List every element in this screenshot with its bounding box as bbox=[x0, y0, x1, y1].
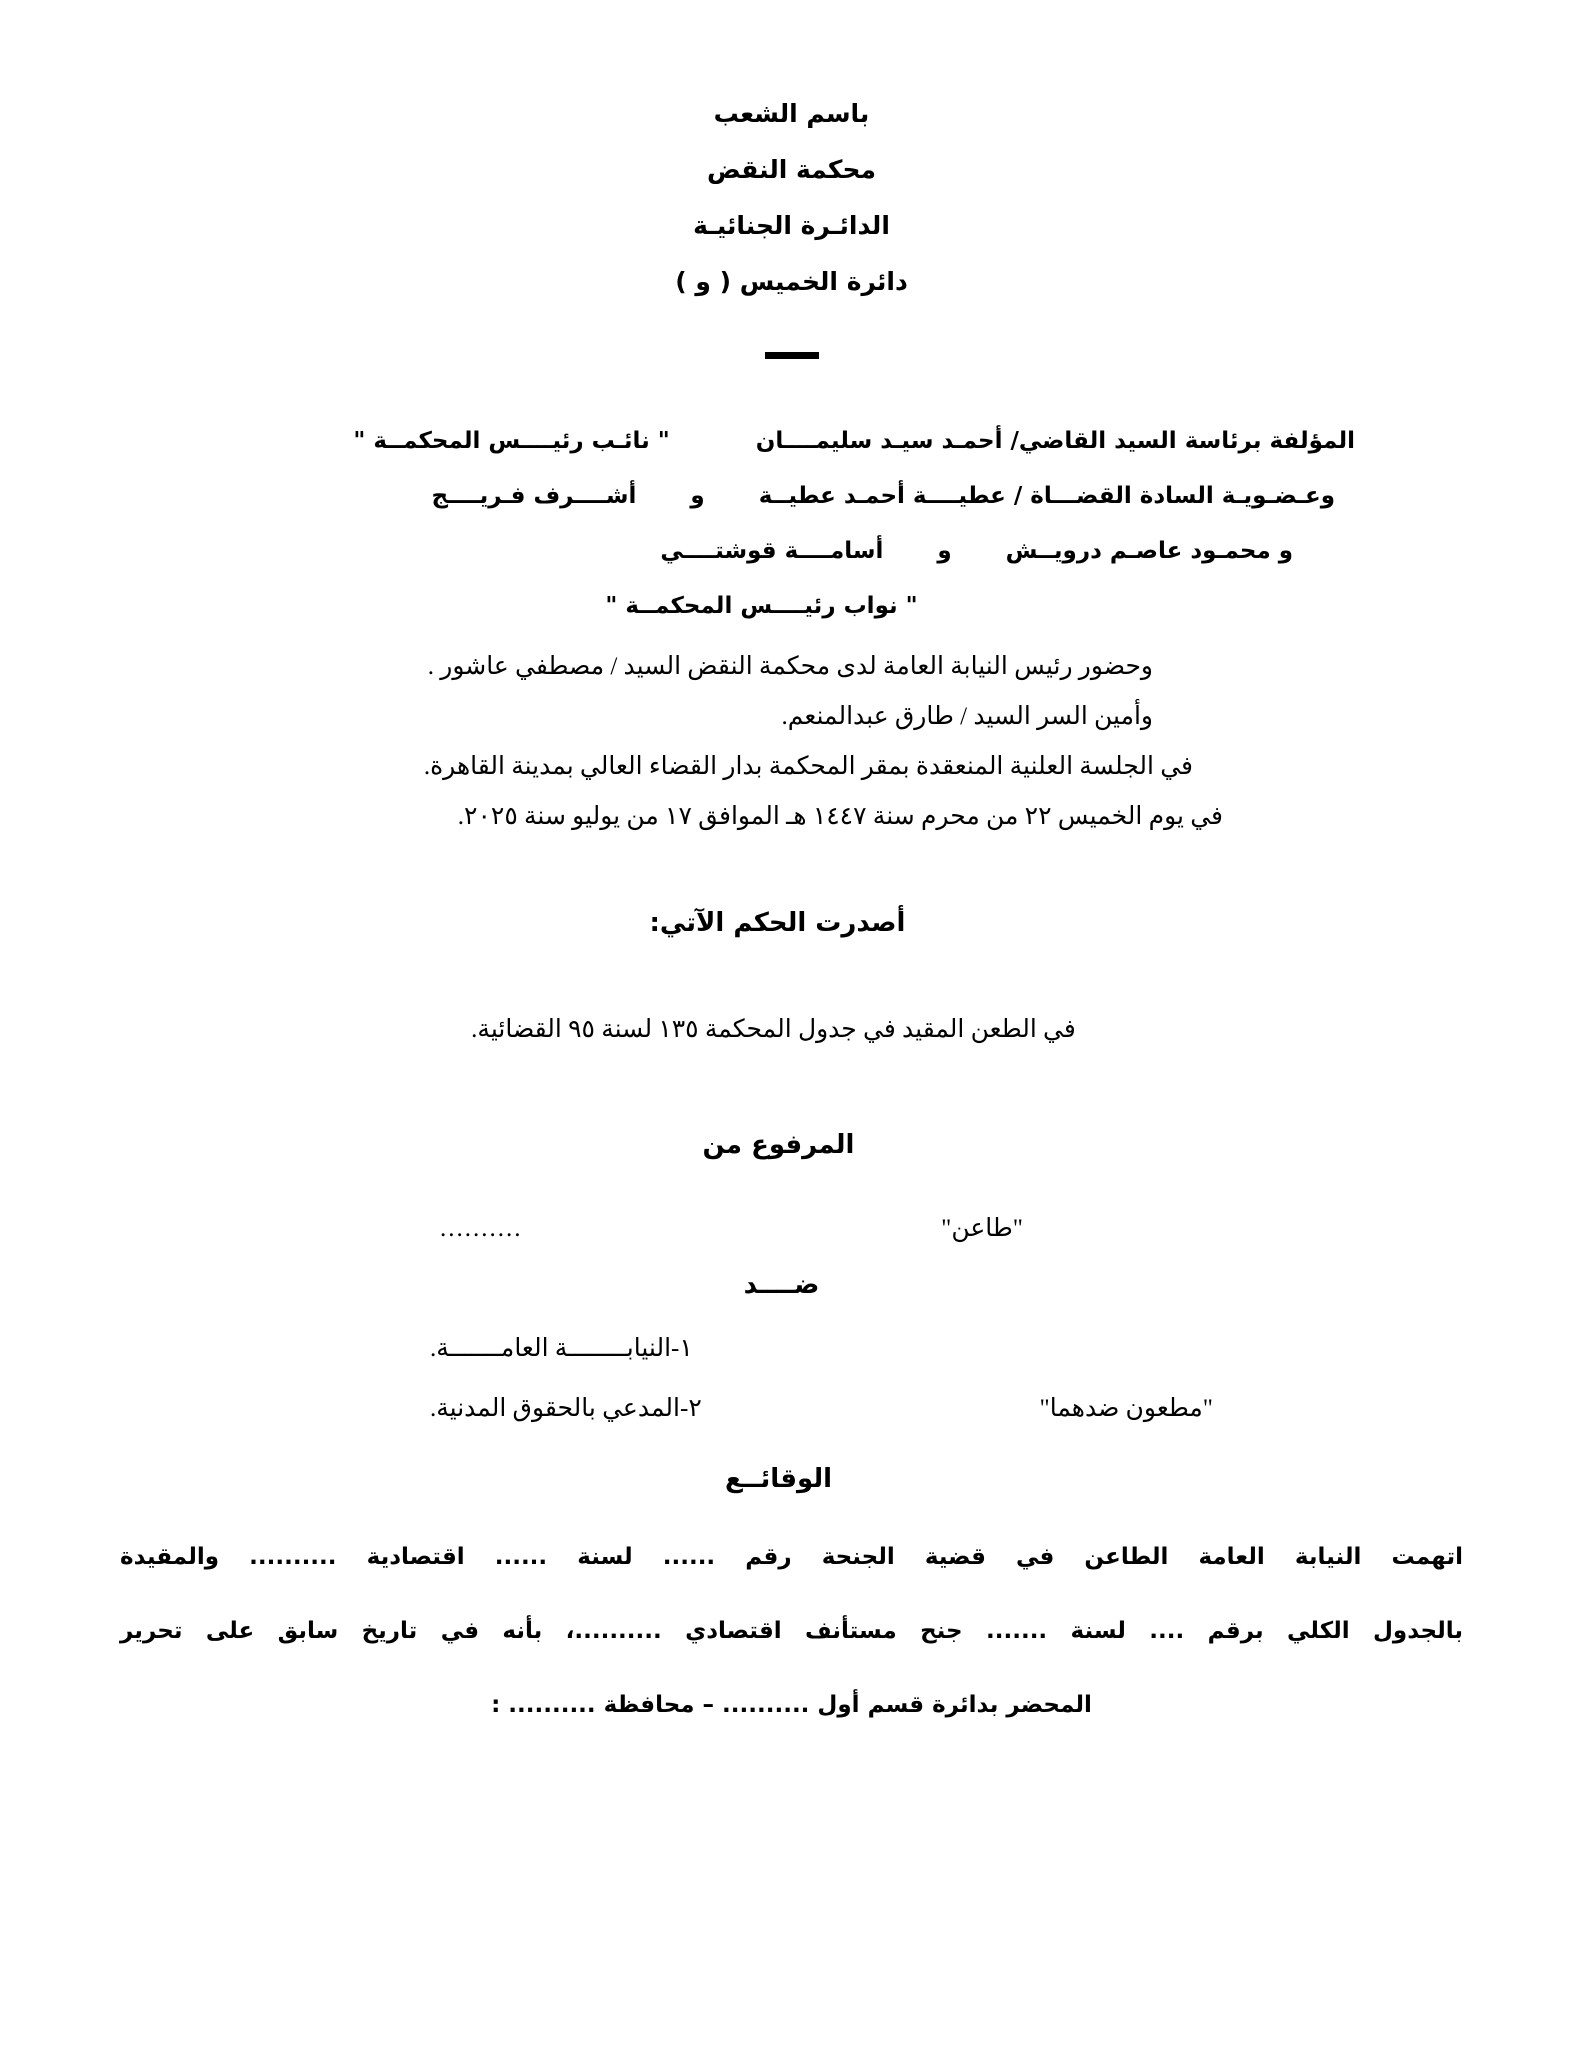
case-reference: في الطعن المقيد في جدول المحكمة ١٣٥ لسنة ٩٥ القضائية. bbox=[471, 1016, 1076, 1043]
panel-members-title: " نواب رئيــــس المحكمــة " bbox=[605, 593, 918, 619]
panel-row-members-1 bbox=[0, 469, 1583, 524]
versus-heading: ضــــد bbox=[743, 1270, 820, 1300]
masthead-line-court: محكمة النقض bbox=[707, 155, 876, 184]
facts-line: المحضر بدائرة قسم أول .......... – محافظة .......... : bbox=[491, 1692, 1092, 1718]
respondent-index-2: ٢- bbox=[679, 1395, 702, 1422]
facts-paragraph bbox=[0, 1520, 1583, 1742]
appellant-role: "طاعن" bbox=[941, 1215, 1023, 1242]
appellant-name-placeholder: .......... bbox=[440, 1215, 523, 1242]
panel-member-name-1: وعـضـويـة السادة القضـــاة / عطيــــة أحمـد عطيــة bbox=[758, 483, 1335, 509]
masthead-line-circuit: دائرة الخميس ( و ) bbox=[675, 267, 908, 296]
panel-member-name-2: أشــــرف فـريــــج bbox=[431, 483, 637, 509]
attendance-secretary: وأمين السر السيد / طارق عبدالمنعم. bbox=[781, 703, 1153, 730]
panel-president-name: المؤلفة برئاسة السيد القاضي/ أحمـد سيـد سليمــــان bbox=[755, 428, 1355, 454]
panel-president-title: " نائـب رئيــــس المحكمــة " bbox=[353, 428, 670, 454]
judicial-panel bbox=[0, 414, 1583, 634]
panel-member-name-3: و محمـود عاصـم درويــش bbox=[1005, 538, 1293, 564]
facts-line: اتهمت النيابة العامة الطاعن في قضية الجنحة رقم ...... لسنة ...... اقتصادية .......... والمقيدة bbox=[120, 1544, 1463, 1570]
masthead-divider bbox=[0, 346, 1583, 368]
respondent-index-1: ١- bbox=[671, 1335, 693, 1362]
respondent-name-2-wrap bbox=[430, 1384, 702, 1434]
respondent-row-2 bbox=[0, 1384, 1583, 1434]
attendance-prosecutor: وحضور رئيس النيابة العامة لدى محكمة النقض السيد / مصطفي عاشور . bbox=[427, 653, 1153, 680]
panel-row-president bbox=[0, 414, 1583, 469]
respondent-row-1 bbox=[0, 1324, 1583, 1374]
attendance-session: في الجلسة العلنية المنعقدة بمقر المحكمة بدار القضاء العالي بمدينة القاهرة. bbox=[423, 753, 1193, 780]
respondent-name-2: المدعي بالحقوق المدنية. bbox=[430, 1395, 680, 1422]
verdict-heading: أصدرت الحكم الآتي: bbox=[649, 908, 906, 938]
masthead bbox=[0, 0, 1583, 310]
panel-member-name-4: أسامــــة قوشتــــي bbox=[660, 538, 884, 564]
panel-conjunction-1: و bbox=[690, 483, 705, 509]
respondent-name-1-wrap bbox=[430, 1324, 693, 1374]
appellant-row bbox=[0, 1204, 1583, 1254]
horizontal-rule bbox=[765, 352, 819, 359]
panel-conjunction-2: و bbox=[937, 538, 952, 564]
respondent-role-2: "مطعون ضدهما" bbox=[1039, 1395, 1213, 1422]
panel-row-members-2 bbox=[0, 524, 1583, 579]
attendance-block bbox=[0, 642, 1583, 842]
raised-by-heading: المرفوع من bbox=[702, 1130, 855, 1160]
masthead-line-people: باسم الشعب bbox=[713, 99, 870, 128]
facts-heading: الوقائــع bbox=[724, 1464, 833, 1494]
attendance-date: في يوم الخميس ٢٢ من محرم سنة ١٤٤٧ هـ الموافق ١٧ من يوليو سنة ٢٠٢٥. bbox=[457, 803, 1223, 830]
masthead-line-chamber: الدائـرة الجنائيـة bbox=[693, 211, 890, 240]
respondent-name-1: النيابــــــــة العامـــــــة. bbox=[430, 1335, 672, 1362]
facts-line: بالجدول الكلي برقم .... لسنة ....... جنح مستأنف اقتصادي ..........، بأنه في تاريخ سابق على تحرير bbox=[120, 1618, 1463, 1644]
